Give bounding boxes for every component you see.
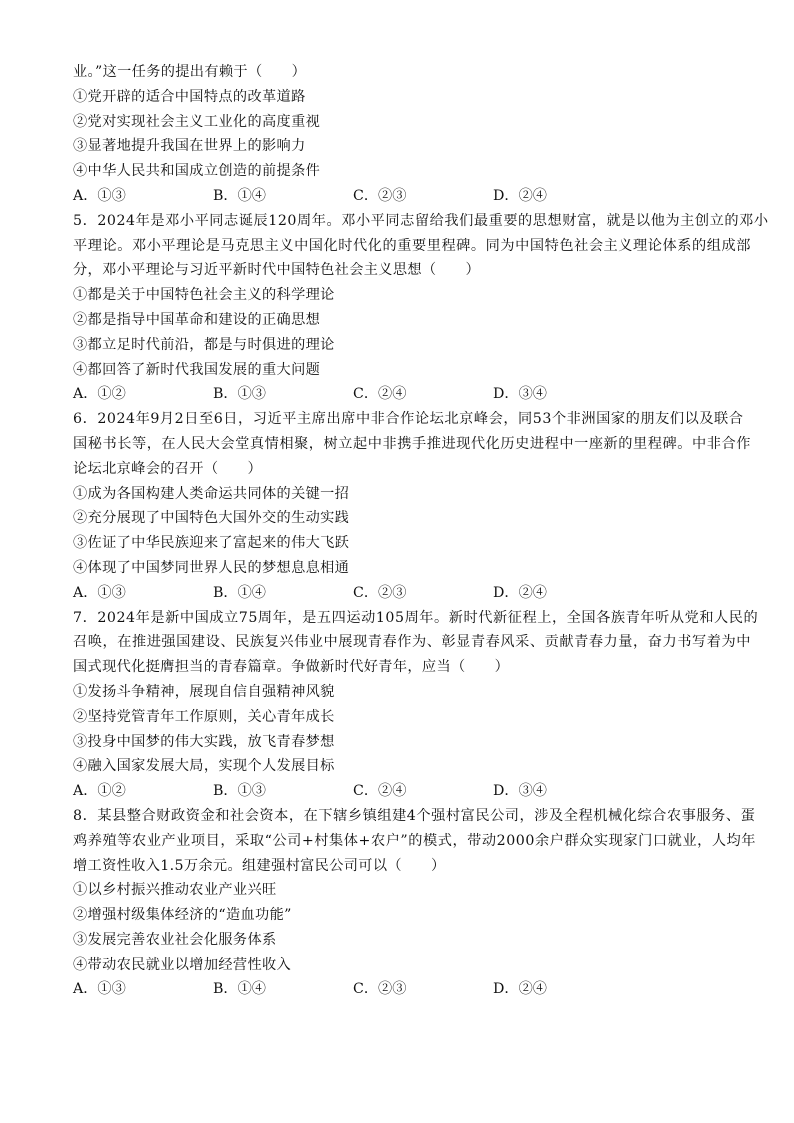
statement-3: ③显著地提升我国在世界上的影响力 [73,138,306,155]
choice-b: B．①③ [213,386,266,403]
exam-page [73,60,769,1002]
choice-b: B．①④ [213,584,266,601]
choice-a: A．①② [73,783,126,800]
choice-d: D．③④ [493,783,547,800]
choice-c: C．②③ [353,187,407,204]
choice-a: A．①③ [73,584,126,601]
statement-2: ②都是指导中国革命和建设的正确思想 [73,311,321,328]
question-stem-line: 国式现代化挺膺担当的青春篇章。争做新时代好青年，应当（ ） [73,659,510,676]
question-stem-line: 召唤，在推进强国建设、民族复兴伟业中展现青春作为、彰显青春风采、贡献青春力量，奋力书写着为中 [73,634,751,651]
choice-b: B．①④ [213,187,266,204]
statement-4: ④融入国家发展大局，实现个人发展目标 [73,758,335,775]
choice-c: C．②④ [353,386,407,403]
answer-choices [73,581,723,606]
question-stem-line: 5．2024年是邓小平同志诞辰120周年。邓小平同志留给我们最重要的思想财富，就是以他为主创立的邓小 [73,212,769,229]
statement-4: ④都回答了新时代我国发展的重大问题 [73,361,321,378]
choice-c: C．②③ [353,981,407,998]
question-stem-line: 平理论。邓小平理论是马克思主义中国化时代化的重要里程碑。同为中国特色社会主义理论体系的组成部 [73,237,751,254]
choice-a: A．①③ [73,187,126,204]
choice-a: A．①③ [73,981,126,998]
statement-2: ②增强村级集体经济的“造血功能” [73,907,292,924]
choice-d: D．②④ [493,981,547,998]
choice-a: A．①② [73,386,126,403]
statement-1: ①成为各国构建人类命运共同体的关键一招 [73,485,350,502]
question-stem-line: 6．2024年9月2日至6日，习近平主席出席中非合作论坛北京峰会，同53个非洲国家的朋友们以及联合 [73,411,744,428]
statement-4: ④体现了中国梦同世界人民的梦想息息相通 [73,559,350,576]
question-stem-line: 8．某县整合财政资金和社会资本，在下辖乡镇组建4个强村富民公司，涉及全程机械化综合农事服务、蛋 [73,807,756,824]
choice-b: B．①④ [213,981,266,998]
question-stem-line: 业。”这一任务的提出有赖于（ ） [73,64,307,80]
choice-d: D．③④ [493,386,547,403]
choice-c: C．②④ [353,783,407,800]
statement-3: ③都立足时代前沿，都是与时俱进的理论 [73,336,335,353]
question-stem-line: 7．2024年是新中国成立75周年，是五四运动105周年。新时代新征程上，全国各族青年听从党和人民的 [73,609,759,626]
question-7 [73,606,759,804]
statement-1: ①发扬斗争精神，展现自信自强精神风貌 [73,683,335,700]
answer-choices [73,382,723,407]
statement-3: ③发展完善农业社会化服务体系 [73,931,277,948]
answer-choices [73,184,723,209]
statement-4: ④带动农民就业以增加经营性收入 [73,956,292,973]
choice-d: D．②④ [493,584,547,601]
statement-2: ②充分展现了中国特色大国外交的生动实践 [73,510,350,527]
question-8 [73,804,757,1002]
choice-d: D．②④ [493,187,547,204]
choice-c: C．②③ [353,584,407,601]
question-4-continued [73,60,723,209]
statement-2: ②党对实现社会主义工业化的高度重视 [73,113,321,130]
question-stem-line: 论坛北京峰会的召开（ ） [73,460,262,477]
answer-choices [73,779,723,804]
question-stem-line: 增工资性收入1.5万余元。组建强村富民公司可以（ ） [73,857,446,874]
statement-1: ①党开辟的适合中国特点的改革道路 [73,88,306,105]
answer-choices [73,977,723,1002]
question-6 [73,407,751,605]
statement-1: ①以乡村振兴推动农业产业兴旺 [73,882,277,899]
statement-3: ③投身中国梦的伟大实践，放飞青春梦想 [73,733,335,750]
question-5 [73,209,769,407]
question-stem-line: 分，邓小平理论与习近平新时代中国特色社会主义思想（ ） [73,262,481,279]
choice-b: B．①③ [213,783,266,800]
statement-3: ③佐证了中华民族迎来了富起来的伟大飞跃 [73,535,350,552]
statement-4: ④中华人民共和国成立创造的前提条件 [73,163,321,180]
question-stem-line: 国秘书长等，在人民大会堂真情相聚，树立起中非携手推进现代化历史进程中一座新的里程碑。中非合作 [73,435,751,452]
statement-1: ①都是关于中国特色社会主义的科学理论 [73,287,335,304]
question-stem-line: 鸡养殖等农业产业项目，采取“公司+村集体+农户”的模式，带动2000余户群众实现家门口就业，人均年 [73,832,757,849]
statement-2: ②坚持党管青年工作原则，关心青年成长 [73,708,335,725]
